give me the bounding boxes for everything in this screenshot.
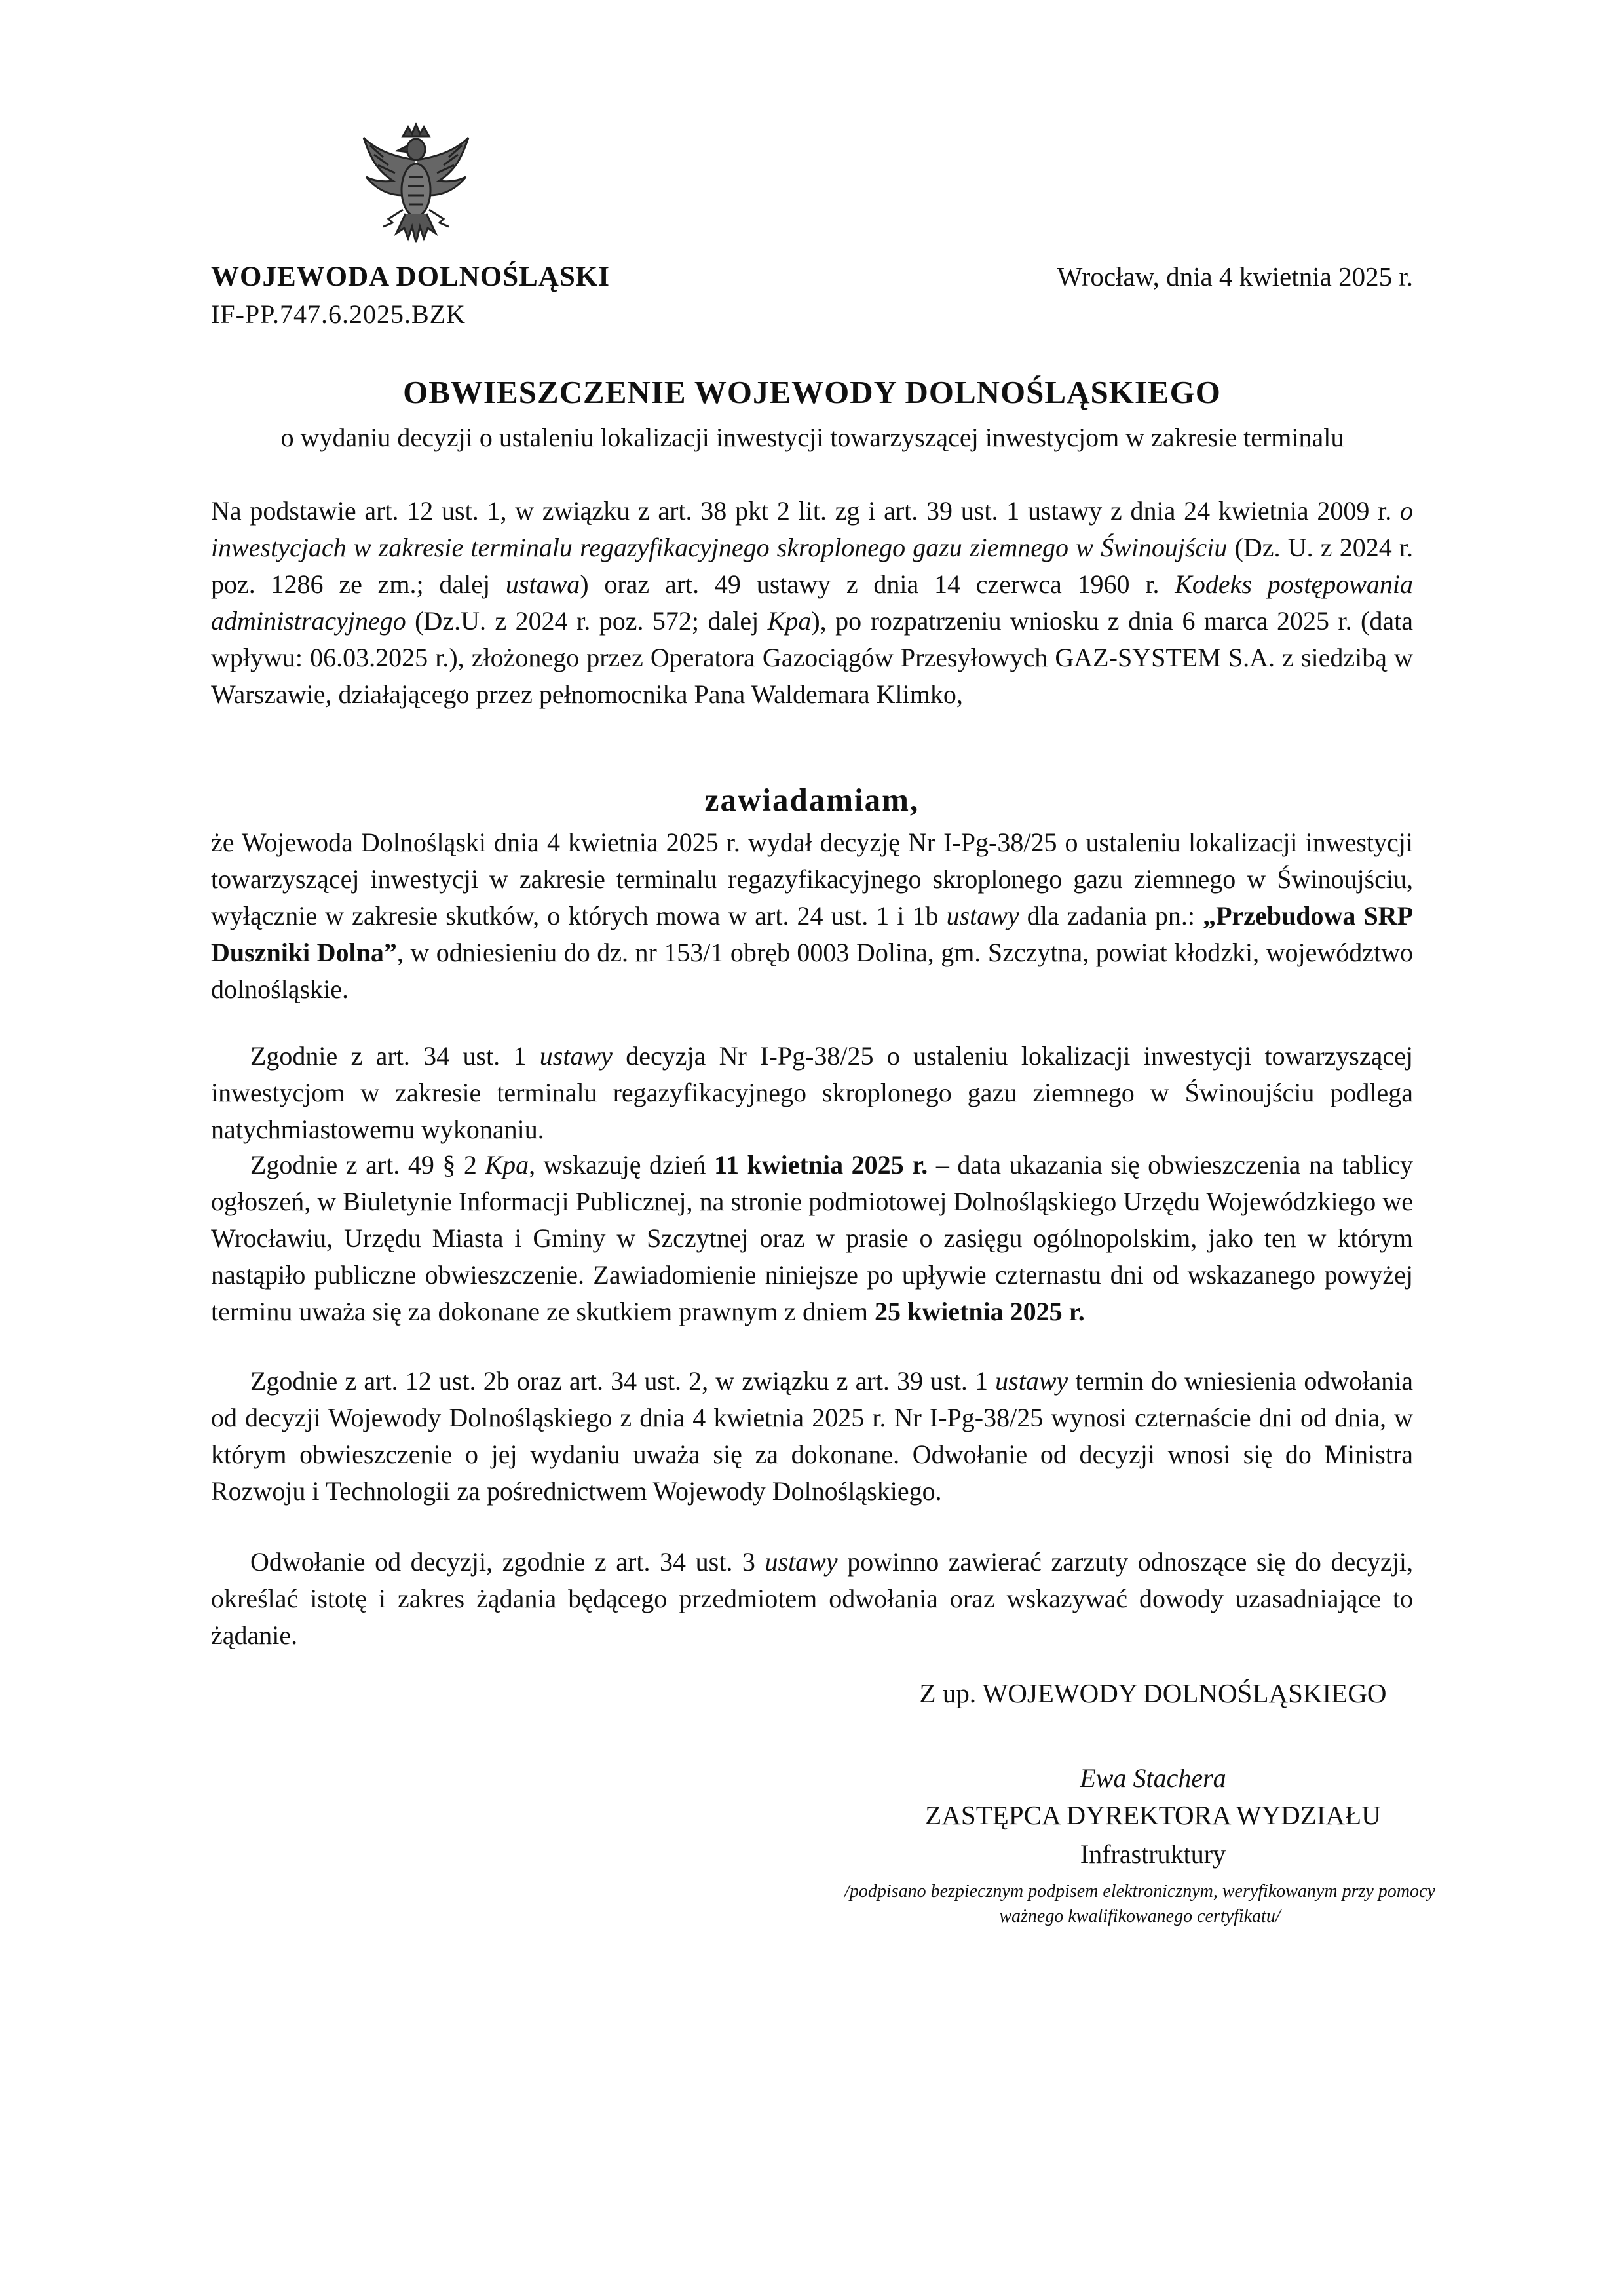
publication-text-3: , wskazuję dzień: [529, 1150, 715, 1179]
legal-basis-text-9: ), po rozpatrzeniu wniosku z dnia 6 marca 2025 r. (data wpływu: 06.03.2025 r.), złożonego przez Operatora Gazociągów Przesyłowych GAZ-SYSTEM S.A. z siedzibą w Warszawie, działającego przez pełnomocnika Pana Waldemara Klimko,: [211, 606, 1413, 709]
appeal-deadline-paragraph: [211, 1363, 1413, 1510]
act-title-italic: o inwestycjach w zakresie terminalu regazyfikacyjnego skroplonego gazu ziemnego w Świnoujściu: [211, 496, 1413, 562]
signature-on-behalf: Z up. WOJEWODY DOLNOŚLĄSKIEGO: [919, 1678, 1387, 1708]
notice-text-1: że Wojewoda Dolnośląski dnia 4 kwietnia 2025 r. wydał decyzję Nr I-Pg-38/25 o ustaleniu lokalizacji inwestycji towarzyszącej inwestycji w zakresie terminalu regazyfikacyjnego skroplonego gazu ziemnego w Świnoujściu, wyłącznie w zakresie skutków, o których mowa w art. 24 ust. 1 i 1b: [211, 828, 1413, 930]
project-name-bold: „Przebudowa SRP Duszniki Dolna”: [211, 901, 1414, 967]
notice-heading: zawiadamiam,: [704, 782, 920, 818]
ustawy-italic: ustawy: [995, 1366, 1068, 1396]
signatory-role: ZASTĘPCA DYREKTORA WYDZIAŁU: [925, 1800, 1381, 1830]
legal-basis-text-5: ) oraz art. 49 ustawy z dnia 14 czerwca 1960 r.: [580, 569, 1175, 599]
notice-paragraph: [211, 824, 1413, 1008]
ustawy-italic: ustawy: [765, 1547, 838, 1577]
legal-basis-text-1: Na podstawie art. 12 ust. 1, w związku z art. 38 pkt 2 lit. zg i art. 39 ust. 1 ustawy z dnia 24 kwietnia 2009 r.: [211, 496, 1400, 526]
case-number: IF-PP.747.6.2025.BZK: [211, 299, 466, 329]
appeal-deadline-text-3: termin do wniesienia odwołania od decyzji Wojewody Dolnośląskiego z dnia 4 kwietnia 2025 r. Nr I-Pg-38/25 wynosi czternaście dni od dnia, w którym obwieszczenie o jej wydaniu uważa się za dokonane. Odwołanie od decyzji wnosi się do Ministra Rozwoju i Technologii za pośrednictwem Wojewody Dolnośląskiego.: [211, 1366, 1414, 1506]
document-title: OBWIESZCZENIE WOJEWODY DOLNOŚLĄSKIEGO: [403, 374, 1221, 410]
appeal-content-text-1: Odwołanie od decyzji, zgodnie z art. 34 ust. 3: [250, 1547, 765, 1577]
issuer-name: WOJEWODA DOLNOŚLĄSKI: [211, 261, 610, 292]
publication-text-5: – data ukazania się obwieszczenia na tablicy ogłoszeń, w Biuletynie Informacji Publicznej, na stronie podmiotowej Dolnośląskiego Urzędu Wojewódzkiego we Wrocławiu, Urzędu Miasta i Gminy w Szczytnej oraz w prasie o zasięgu ogólnopolskim, jako ten w którym nastąpiło publiczne obwieszczenie. Zawiadomienie niniejsze po upływie czternastu dni od wskazanego powyżej terminu uważa się za dokonane ze skutkiem prawnym z dniem: [211, 1150, 1414, 1326]
publication-text-1: Zgodnie z art. 49 § 2: [250, 1150, 485, 1179]
ustawy-italic: ustawy: [539, 1041, 613, 1071]
polish-eagle-emblem-icon: [357, 118, 475, 249]
ustawy-italic: ustawy: [946, 901, 1019, 930]
appeal-content-paragraph: [211, 1544, 1413, 1654]
appeal-deadline-text-1: Zgodnie z art. 12 ust. 2b oraz art. 34 ust. 2, w związku z art. 39 ust. 1: [250, 1366, 996, 1396]
notice-text-3: dla zadania pn.:: [1019, 901, 1203, 930]
execution-paragraph: [211, 1038, 1413, 1148]
publication-paragraph: [211, 1147, 1413, 1330]
kpa-abbrev-italic: Kpa: [767, 606, 812, 636]
publication-date-bold: 11 kwietnia 2025 r.: [714, 1150, 928, 1179]
e-signature-note: /podpisano bezpiecznym podpisem elektronicznym, weryfikowanym przy pomocy ważnego kwalifikowanego certyfikatu/: [844, 1881, 1435, 1926]
legal-basis-text-3: (Dz. U. z 2024 r. poz. 1286 ze zm.; dalej: [211, 533, 1414, 599]
ustawa-italic: ustawa: [505, 569, 580, 599]
legal-basis-paragraph: [211, 493, 1413, 713]
notice-text-5: , w odniesieniu do dz. nr 153/1 obręb 0003 Dolina, gm. Szczytna, powiat kłodzki, województwo dolnośląskie.: [211, 938, 1413, 1004]
execution-text-3: decyzja Nr I-Pg-38/25 o ustaleniu lokalizacji inwestycji towarzyszącej inwestycjom w zakresie terminalu regazyfikacyjnego skroplonego gazu ziemnego w Świnoujściu podlega natychmiastowemu wykonaniu.: [211, 1041, 1414, 1144]
document-subtitle: o wydaniu decyzji o ustaleniu lokalizacji inwestycji towarzyszącej inwestycjom w zakresie terminalu: [280, 423, 1344, 452]
place-date: Wrocław, dnia 4 kwietnia 2025 r.: [1057, 261, 1413, 292]
kpa-title-italic: Kodeks postępowania administracyjnego: [211, 569, 1413, 636]
signatory-name: Ewa Stachera: [1080, 1763, 1226, 1793]
appeal-content-text-3: powinno zawierać zarzuty odnoszące się do decyzji, określać istotę i zakres żądania będącego przedmiotem odwołania oraz wskazywać dowody uzasadniające to żądanie.: [211, 1547, 1413, 1650]
kpa-italic: Kpa: [485, 1150, 529, 1179]
execution-text-1: Zgodnie z art. 34 ust. 1: [250, 1041, 540, 1071]
effective-date-bold: 25 kwietnia 2025 r.: [875, 1297, 1085, 1326]
legal-basis-text-7: (Dz.U. z 2024 r. poz. 572; dalej: [406, 606, 768, 636]
signatory-department: Infrastruktury: [1080, 1839, 1226, 1869]
